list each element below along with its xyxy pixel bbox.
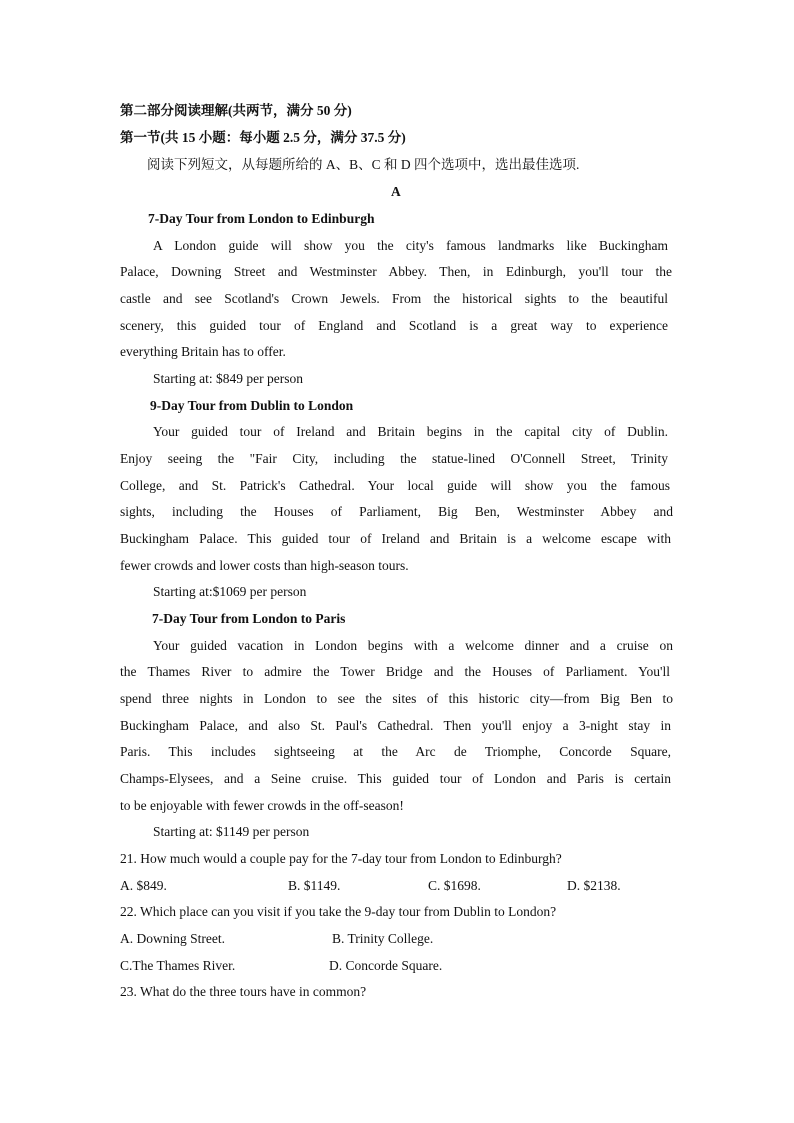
tour-text-line: Buckingham Palace. This guided tour of Ireland and Britain is a welcome escape with	[120, 531, 671, 546]
question-options	[0, 958, 794, 974]
tour-text-line: Palace, Downing Street and Westminster Abbey. Then, in Edinburgh, you'll tour the	[120, 264, 672, 279]
tour-text-line: sights, including the Houses of Parliament, Big Ben, Westminster Abbey and	[120, 504, 673, 519]
tour-text-line: A London guide will show you the city's famous landmarks like Buckingham	[153, 238, 668, 253]
passage-label: A	[391, 184, 401, 199]
tour-text-line: Paris. This includes sightseeing at the Arc de Triomphe, Concorde Square,	[120, 744, 671, 759]
option-b: B. Trinity College.	[332, 931, 434, 946]
section-title: 第一节(共 15 小题：每小题 2.5 分，满分 37.5 分)	[120, 130, 406, 145]
option-d: D. $2138.	[567, 878, 621, 893]
tour-price: Starting at: $1149 per person	[153, 824, 310, 839]
tour-text-line: Enjoy seeing the "Fair City, including the statue-lined O'Connell Street, Trinity	[120, 451, 668, 466]
tour-text-line: spend three nights in London to see the sites of this historic city—from Big Ben to	[120, 691, 673, 706]
tour-text-line: Your guided vacation in London begins with a welcome dinner and a cruise on	[153, 638, 673, 653]
tour-text-line: castle and see Scotland's Crown Jewels. From the historical sights to the beautiful	[120, 291, 668, 306]
option-c: C. $1698.	[428, 878, 481, 893]
option-a: A. Downing Street.	[120, 931, 225, 946]
instructions: 阅读下列短文，从每题所给的 A、B、C 和 D 四个选项中，选出最佳选项.	[147, 157, 580, 172]
option-b: B. $1149.	[288, 878, 341, 893]
tour-title: 7-Day Tour from London to Paris	[152, 611, 346, 626]
question-options	[0, 878, 794, 894]
tour-text-line: fewer crowds and lower costs than high-season tours.	[120, 558, 409, 573]
tour-text-line: the Thames River to admire the Tower Bridge and the Houses of Parliament. You'll	[120, 664, 670, 679]
option-d: D. Concorde Square.	[329, 958, 443, 973]
tour-text-line: scenery, this guided tour of England and Scotland is a great way to experience	[120, 318, 668, 333]
tour-text-line: Champs-Elysees, and a Seine cruise. This guided tour of London and Paris is certain	[120, 771, 671, 786]
tour-text-line: Your guided tour of Ireland and Britain begins in the capital city of Dublin.	[153, 424, 668, 439]
question-stem: 22. Which place can you visit if you take the 9-day tour from Dublin to London?	[120, 904, 557, 919]
tour-text-line: College, and St. Patrick's Cathedral. Your local guide will show you the famous	[120, 478, 670, 493]
tour-price: Starting at:$1069 per person	[153, 584, 307, 599]
tour-title: 7-Day Tour from London to Edinburgh	[148, 211, 375, 226]
option-c: C.The Thames River.	[120, 958, 236, 973]
tour-title: 9-Day Tour from Dublin to London	[150, 398, 354, 413]
question-options	[0, 931, 794, 947]
part-title: 第二部分阅读理解(共两节，满分 50 分)	[120, 103, 352, 118]
tour-text-line: everything Britain has to offer.	[120, 344, 286, 359]
question-stem: 23. What do the three tours have in common?	[120, 984, 367, 999]
tour-text-line: to be enjoyable with fewer crowds in the off-season!	[120, 798, 404, 813]
option-a: A. $849.	[120, 878, 167, 893]
question-stem: 21. How much would a couple pay for the 7-day tour from London to Edinburgh?	[120, 851, 562, 866]
tour-text-line: Buckingham Palace, and also St. Paul's Cathedral. Then you'll enjoy a 3-night stay in	[120, 718, 671, 733]
tour-price: Starting at: $849 per person	[153, 371, 303, 386]
